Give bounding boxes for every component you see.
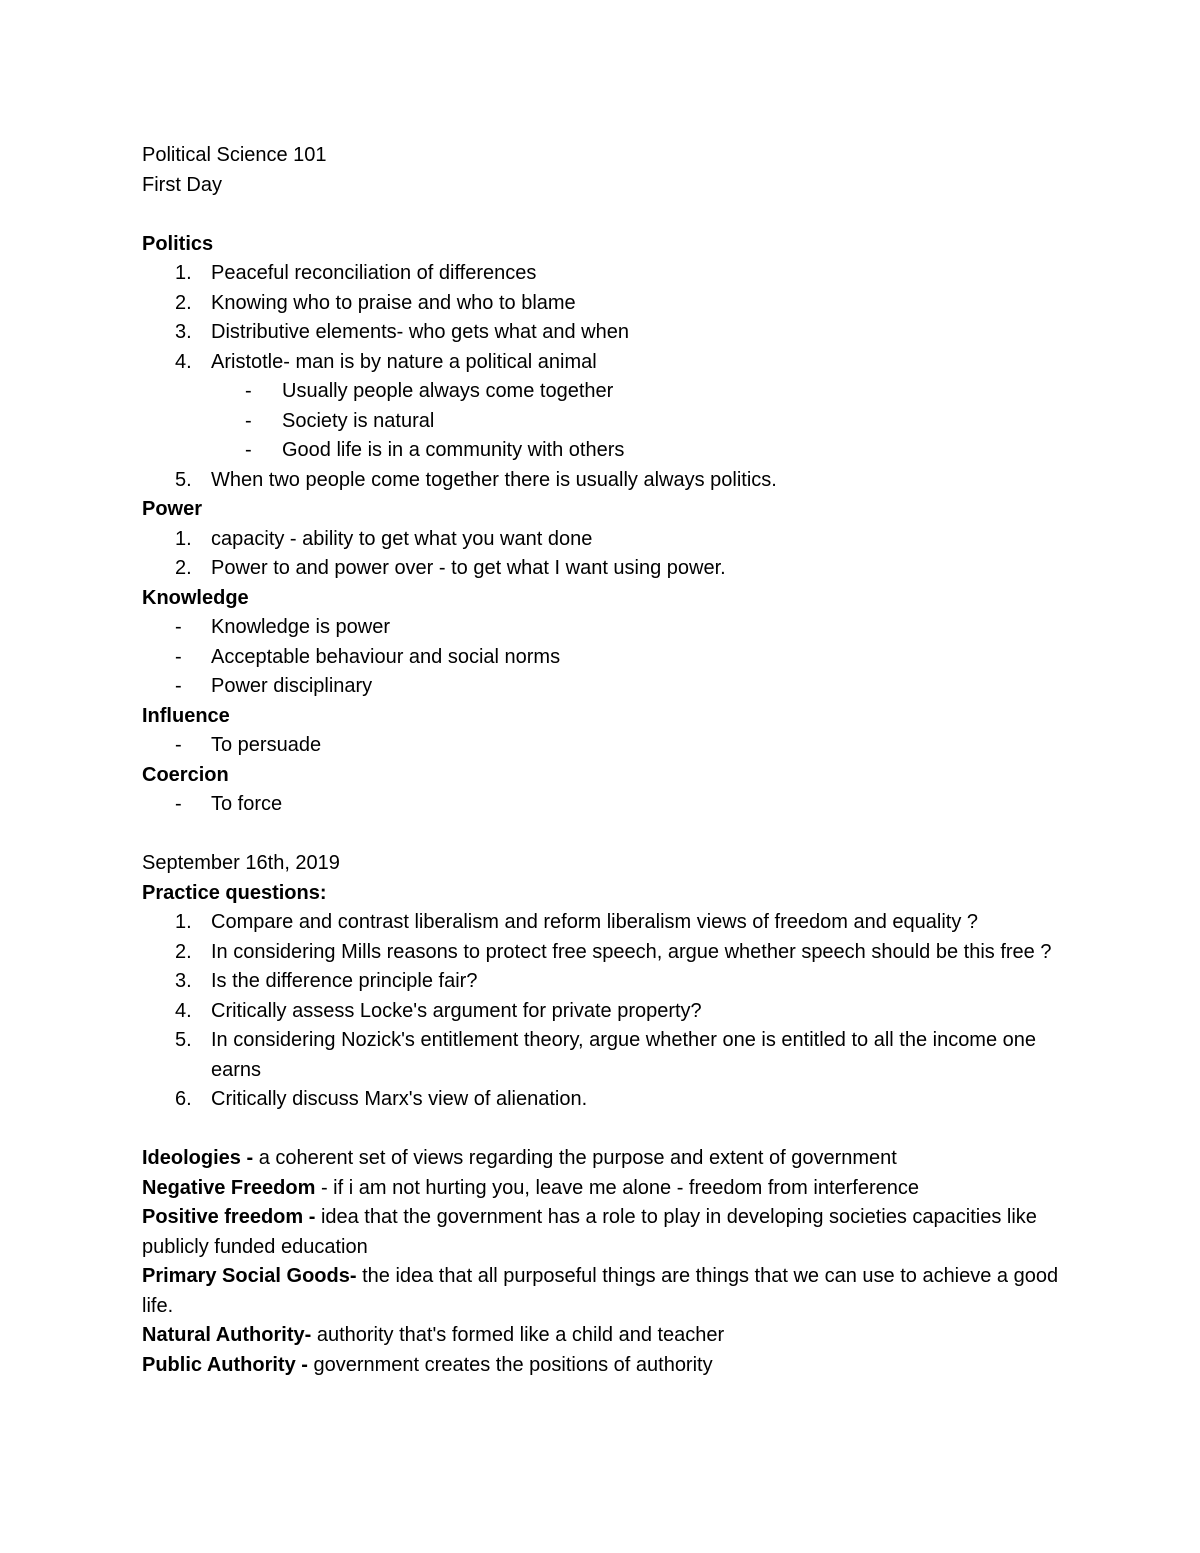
list-item: 1. capacity - ability to get what you want done [175,527,593,550]
list-item: 1. Peaceful reconciliation of differences [175,262,537,284]
section-heading-influence: Influence [142,704,230,727]
list-item: 2. Knowing who to praise and who to blame [175,291,576,314]
definition-primary-social-goods: Primary Social Goods- the idea that all purposeful things are things that we can use to achieve a good life. [142,1265,1059,1317]
question-item: 4. Critically assess Locke's argument for private property? [175,999,702,1022]
bullet-item: - Knowledge is power [175,616,390,638]
document-page [142,141,1072,1380]
section-heading-coercion: Coercion [142,763,229,786]
date-line: September 16th, 2019 [142,852,340,874]
bullet-item: - To persuade [175,734,322,756]
question-item: 2. In considering Mills reasons to protect free speech, argue whether speech should be this free ? [175,940,1052,963]
sub-list-item: - Society is natural [245,409,435,432]
list-item: 2. Power to and power over - to get what I want using power. [175,557,726,579]
bullet-item: - To force [175,793,283,815]
definition-ideologies: Ideologies - a coherent set of views regarding the purpose and extent of government [142,1147,897,1169]
definition-positive-freedom: Positive freedom - idea that the government has a role to play in developing societies capacities like publicly funded education [142,1206,1037,1258]
list-item: 3. Distributive elements- who gets what and when [175,321,629,343]
section-heading-politics: Politics [142,232,214,255]
sub-list-item: - Usually people always come together [245,380,614,402]
spacer [142,1115,1072,1145]
list-item: 5. When two people come together there is usually always politics. [175,468,777,491]
spacer [142,820,1072,850]
definition-public-authority: Public Authority - government creates the positions of authority [142,1353,713,1376]
question-item: 5. In considering Nozick's entitlement theory, argue whether one is entitled to all the income one earns [175,1029,1037,1081]
spacer [142,200,1072,230]
question-item: 6. Critically discuss Marx's view of alienation. [175,1088,588,1110]
definition-negative-freedom: Negative Freedom - if i am not hurting you, leave me alone - freedom from interference [142,1176,920,1199]
definition-natural-authority: Natural Authority- authority that's formed like a child and teacher [142,1324,725,1346]
section-heading-practice: Practice questions: [142,881,327,904]
question-item: 3. Is the difference principle fair? [175,970,478,992]
question-item: 1. Compare and contrast liberalism and reform liberalism views of freedom and equality ? [175,911,979,933]
bullet-item: - Power disciplinary [175,675,373,697]
list-item: 4. Aristotle- man is by nature a political animal [175,350,597,373]
sub-list-item: - Good life is in a community with others [245,439,625,461]
document-subtitle: First Day [142,173,222,196]
bullet-item: - Acceptable behaviour and social norms [175,645,561,668]
document-title: Political Science 101 [142,144,327,166]
section-heading-power: Power [142,498,203,520]
section-heading-knowledge: Knowledge [142,586,249,609]
